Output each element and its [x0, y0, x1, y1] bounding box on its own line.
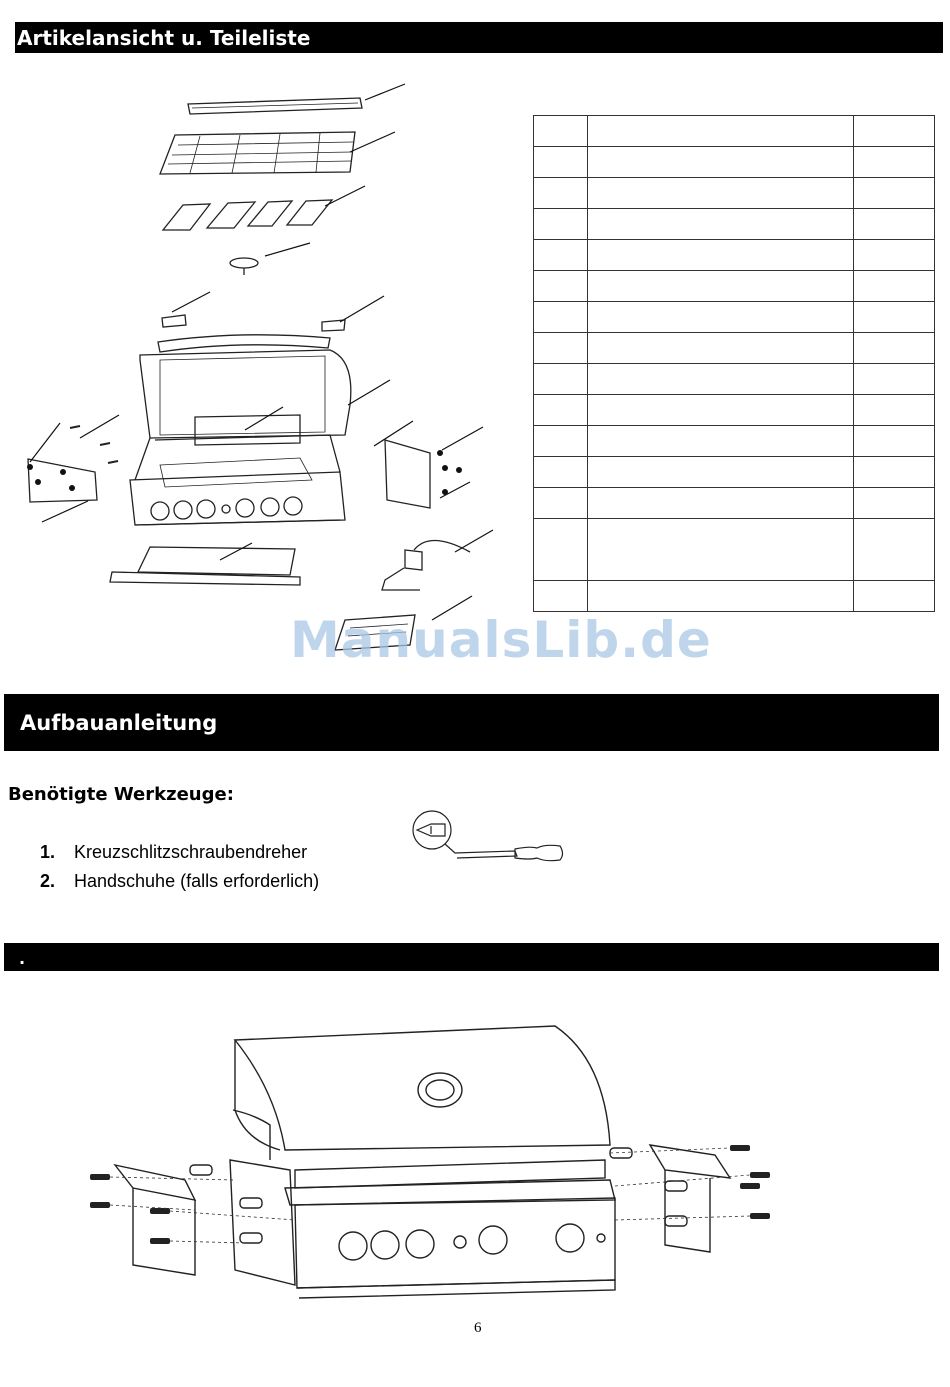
- table-row: [534, 364, 935, 395]
- tools-heading: Benötigte Werkzeuge:: [8, 784, 234, 805]
- watermark: ManualsLib.de: [290, 611, 712, 669]
- tool-item: [40, 871, 319, 892]
- table-row: [534, 457, 935, 488]
- table-row: [534, 178, 935, 209]
- table-row: [534, 209, 935, 240]
- table-row: [534, 116, 935, 147]
- table-row: [534, 240, 935, 271]
- table-row: [534, 333, 935, 364]
- page-number: 6: [474, 1320, 482, 1336]
- table-row: [534, 302, 935, 333]
- table-row: [534, 488, 935, 519]
- table-row: [534, 519, 935, 581]
- tool-label: Handschuhe (falls erforderlich): [74, 871, 320, 891]
- table-row: [534, 581, 935, 612]
- tool-number: 1.: [40, 842, 56, 862]
- tool-item: [40, 842, 307, 863]
- table-row: [534, 147, 935, 178]
- exploded-grill-diagram: [0, 60, 520, 660]
- assembly-section-header: Aufbauanleitung: [4, 694, 939, 751]
- parts-list-table: [533, 115, 935, 612]
- screwdriver-icon: [405, 808, 575, 868]
- table-row: [534, 395, 935, 426]
- tool-number: 2.: [40, 871, 56, 891]
- table-row: [534, 426, 935, 457]
- grill-assembly-diagram: [85, 1020, 785, 1295]
- table-row: [534, 271, 935, 302]
- step-section-header: .: [4, 943, 939, 971]
- parts-section-header: Artikelansicht u. Teileliste: [15, 22, 943, 53]
- tool-label: Kreuzschlitzschraubendreher: [74, 842, 308, 862]
